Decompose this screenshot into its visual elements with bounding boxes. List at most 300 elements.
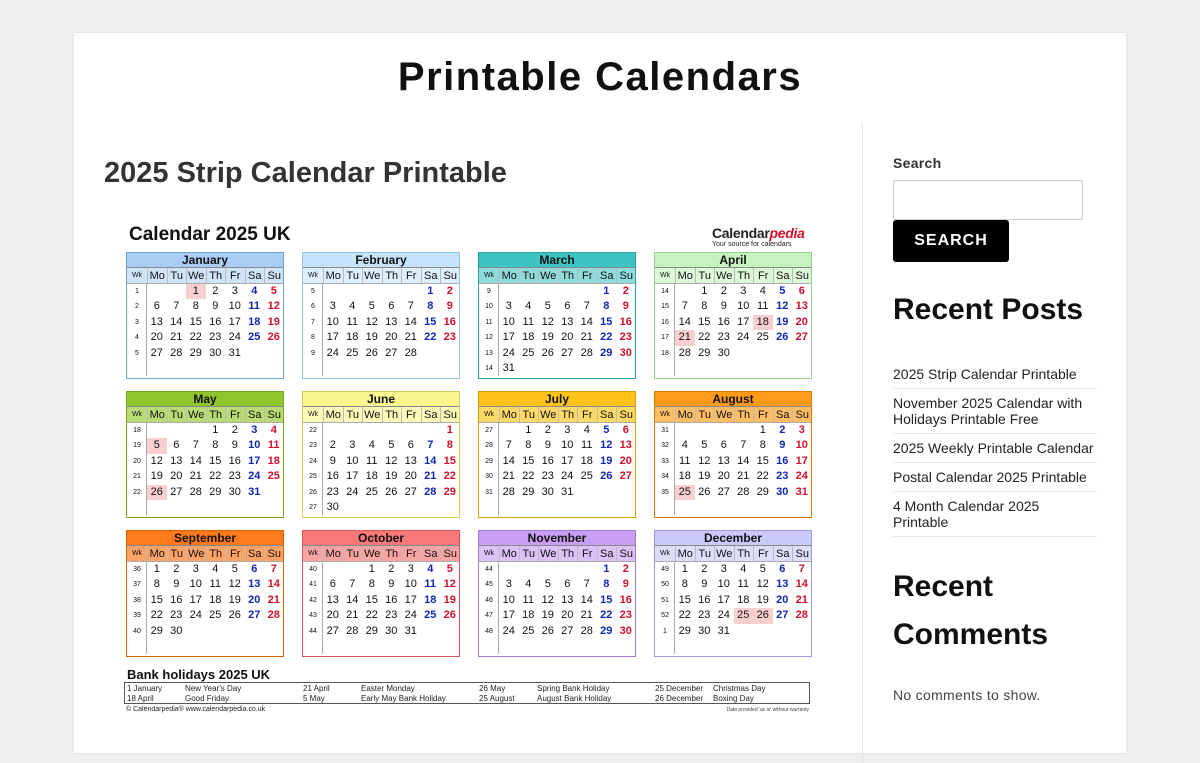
day-cell: 27 [776,609,789,622]
weekday-label: Su [792,546,812,561]
weekday-label: Sa [421,268,441,283]
weekday-header [655,407,811,423]
day-cell: 6 [407,439,414,452]
recent-post-link[interactable]: Postal Calendar 2025 Printable [893,463,1097,492]
day-cell: 15 [365,593,378,606]
week-number: 6 [311,303,315,311]
day-cell: 8 [192,300,199,313]
page-container [74,33,1126,753]
day-cell: 13 [561,593,574,606]
bank-holiday-name: Christmas Day [713,684,766,693]
day-cell: 16 [619,593,632,606]
day-cell: 1 [681,563,688,575]
day-cell: 11 [522,315,534,328]
day-cell [343,500,363,515]
day-cell: 27 [795,331,808,344]
day-cell: 27 [404,485,417,498]
week-number: 40 [133,627,141,635]
day-cell: 3 [251,424,258,436]
weekday-label: Fr [577,546,597,561]
day-cell: 5 [231,563,238,575]
week-row [655,608,811,623]
day-cell: 7 [407,300,414,313]
bank-holiday-name: Spring Bank Holiday [537,684,610,693]
day-cell: 11 [248,300,261,313]
day-cell: 6 [564,300,571,313]
bank-holiday-date: 25 December [655,684,704,693]
day-cell [421,624,441,639]
day-grid [127,562,283,654]
day-cell: 20 [404,470,417,483]
week-row [479,330,635,345]
day-cell: 23 [698,609,711,622]
month-august [654,391,812,518]
week-row [479,624,635,639]
weekday-label: Tu [343,268,363,283]
weekday-label: Wk [131,411,143,418]
day-cell [499,562,519,577]
day-cell: 13 [561,315,574,328]
week-number: 38 [133,596,141,604]
day-cell: 1 [368,563,375,575]
week-number: 3 [135,318,139,326]
day-cell: 26 [147,485,167,500]
day-cell: 10 [502,315,515,328]
day-cell: 20 [561,331,574,344]
weekday-label: Fr [401,407,421,422]
day-cell: 24 [248,470,261,483]
day-cell: 3 [505,578,512,591]
week-row [479,423,635,438]
day-cell: 18 [580,454,593,467]
day-cell: 6 [153,300,160,313]
week-number: 14 [661,288,669,295]
weekday-label: Su [616,546,636,561]
week-number: 9 [311,349,315,357]
day-cell [382,284,402,299]
day-cell [577,361,597,376]
calendar-title: Calendar 2025 UK [129,224,291,245]
week-number: 33 [661,457,669,465]
day-cell: 4 [251,285,258,297]
day-cell: 8 [759,439,766,452]
day-cell: 21 [346,609,359,622]
day-cell: 17 [561,454,574,467]
day-cell: 6 [388,300,395,313]
weekday-label: We [362,407,382,422]
bank-holiday-name: Early May Bank Holiday [361,694,446,703]
month-name: July [479,392,635,407]
week-number: 48 [485,627,493,635]
week-row [127,562,283,577]
week-row [479,361,635,376]
day-cell: 14 [737,454,750,467]
day-cell: 7 [798,563,805,575]
week-number: 13 [485,349,493,357]
week-row [655,330,811,345]
day-cell: 23 [619,609,632,622]
day-cell: 22 [189,331,202,344]
month-name: October [303,531,459,546]
weekday-label: Tu [167,407,187,422]
day-cell: 1 [153,563,160,575]
day-cell: 8 [446,439,453,452]
day-cell: 11 [267,439,280,452]
day-cell: 9 [622,300,629,313]
day-cell [597,361,617,376]
day-cell: 7 [270,563,277,575]
week-number: 7 [311,318,315,326]
week-row [303,454,459,469]
day-cell: 26 [541,346,554,359]
week-number: 14 [485,364,493,372]
day-cell: 27 [561,624,574,637]
day-cell: 24 [189,609,202,622]
day-cell [538,562,558,577]
week-number: 29 [485,457,493,465]
week-row [479,593,635,608]
day-cell [147,423,167,438]
day-cell [714,423,734,438]
day-cell: 4 [525,300,532,313]
month-march [478,252,636,379]
day-cell: 16 [619,315,632,328]
weekday-label: Su [616,407,636,422]
weekday-label: Fr [753,268,773,283]
day-cell [440,624,460,639]
day-cell: 13 [170,454,183,467]
weekday-label: Tu [167,268,187,283]
day-cell: 23 [619,331,632,344]
day-grid [479,284,635,376]
day-cell: 9 [544,439,551,452]
weekday-label: Tu [343,407,363,422]
search-label: Search [893,155,942,171]
week-row [303,284,459,299]
week-row [479,284,635,299]
day-cell: 27 [150,346,163,359]
day-cell [167,284,187,299]
week-row [127,485,283,500]
weekday-label: We [714,407,734,422]
weekday-label: Th [206,546,226,561]
day-cell: 8 [603,578,610,591]
week-row [655,438,811,453]
weekday-label: Mo [147,546,167,561]
day-cell: 25 [756,331,769,344]
day-cell: 11 [424,578,437,591]
sidebar-divider [862,123,863,763]
week-number: 51 [661,596,669,604]
day-cell: 20 [717,470,730,483]
search-button[interactable]: SEARCH [893,220,1009,262]
day-cell: 22 [522,470,535,483]
day-cell: 21 [580,331,593,344]
weekday-label: Th [382,546,402,561]
day-cell [577,485,597,500]
bank-holiday-date: 26 May [479,684,506,693]
day-cell: 24 [502,346,515,359]
weekday-label: Th [558,407,578,422]
day-cell: 24 [795,470,808,483]
day-cell: 21 [424,470,437,483]
week-number: 40 [309,566,317,573]
day-cell: 17 [717,593,730,606]
day-cell: 7 [681,300,688,313]
weekday-label: Sa [773,407,793,422]
weekday-label: Mo [675,268,695,283]
week-number: 12 [485,334,493,342]
day-cell: 21 [737,470,750,483]
day-cell: 10 [228,300,241,313]
month-name: September [127,531,283,546]
day-cell: 7 [583,300,590,313]
weekday-label: Su [264,407,284,422]
day-cell [499,284,519,299]
day-cell: 31 [561,485,574,498]
weekday-label: We [186,546,206,561]
day-cell: 9 [622,578,629,591]
day-cell [362,284,382,299]
day-cell: 21 [795,593,808,606]
weekday-label: Sa [421,546,441,561]
day-cell: 11 [679,454,691,467]
weekday-label: Mo [499,268,519,283]
weekday-header [303,407,459,423]
weekday-label: Su [440,546,460,561]
week-row [479,299,635,314]
day-cell [186,423,206,438]
weekday-label: Sa [597,268,617,283]
week-row [479,438,635,453]
day-cell: 10 [346,454,359,467]
day-cell: 1 [446,424,453,436]
day-cell: 20 [776,593,789,606]
day-cell: 14 [580,593,593,606]
week-row [479,485,635,500]
day-cell: 23 [443,331,456,344]
weekday-label: Fr [225,268,245,283]
day-cell: 28 [737,485,750,498]
day-cell [519,361,539,376]
day-cell: 5 [603,424,610,436]
weekday-label: Th [206,407,226,422]
day-cell: 15 [600,315,613,328]
week-row [303,624,459,639]
day-cell: 26 [776,331,789,344]
day-cell: 18 [522,609,535,622]
recent-post-link[interactable]: 2025 Strip Calendar Printable [893,360,1097,389]
day-cell [773,346,793,361]
weekday-label: Wk [483,411,495,418]
calendarpedia-logo: Calendarpedia Your source for calendars [712,225,805,248]
week-number: 46 [485,596,493,604]
day-cell: 19 [385,470,398,483]
day-cell: 4 [427,563,434,575]
day-cell: 19 [365,331,378,344]
day-cell: 9 [231,439,238,452]
day-cell: 13 [795,300,808,313]
day-cell [225,624,245,639]
month-november [478,530,636,657]
day-cell [519,562,539,577]
day-cell: 26 [365,346,378,359]
day-cell: 30 [717,346,730,359]
calendar-image [123,221,813,721]
week-row [127,608,283,623]
day-cell: 19 [698,470,711,483]
day-grid [303,562,459,654]
day-cell: 30 [619,346,632,359]
week-row [127,593,283,608]
day-cell: 2 [388,563,395,575]
day-cell [421,346,441,361]
weekday-label: Tu [167,546,187,561]
day-cell [734,346,754,361]
month-name: May [127,392,283,407]
day-cell: 21 [404,331,417,344]
day-grid [655,562,811,654]
day-cell: 29 [443,485,456,498]
day-cell: 7 [349,578,356,591]
day-cell [499,423,519,438]
weekday-label: Fr [753,407,773,422]
day-cell: 21 [675,330,695,345]
day-cell [245,346,265,361]
weekday-label: Fr [225,407,245,422]
day-cell: 23 [228,470,241,483]
weekday-label: Tu [695,268,715,283]
day-cell: 27 [561,346,574,359]
day-cell: 24 [717,609,730,622]
week-number: 25 [309,473,317,481]
day-cell: 23 [385,609,398,622]
day-cell [558,284,578,299]
week-number: 32 [661,442,669,450]
bank-holiday-name: Easter Monday [361,684,415,693]
day-cell: 7 [192,439,199,452]
search-input[interactable] [893,180,1083,220]
weekday-label: We [714,268,734,283]
week-number: 44 [309,627,317,635]
day-cell [362,500,382,515]
day-cell: 9 [779,439,786,452]
day-cell: 27 [248,609,261,622]
day-cell: 2 [544,424,551,436]
day-cell: 12 [228,578,241,591]
weekday-header [303,268,459,284]
day-cell: 28 [424,485,437,498]
week-row [127,577,283,592]
day-cell: 5 [544,578,551,591]
day-cell: 18 [267,454,280,467]
recent-post-link[interactable]: 2025 Weekly Printable Calendar [893,434,1097,463]
bank-holiday-name: Boxing Day [713,694,754,703]
day-cell: 16 [385,593,398,606]
weekday-label: Wk [307,411,319,418]
week-row [479,577,635,592]
day-cell: 3 [192,563,199,575]
day-cell: 1 [212,424,219,436]
week-row [303,562,459,577]
recent-post-link[interactable]: November 2025 Calendar with Holidays Printable Free [893,389,1097,434]
day-cell: 10 [326,315,339,328]
day-cell: 21 [580,609,593,622]
week-row [303,593,459,608]
day-cell: 29 [209,485,222,498]
week-row [303,500,459,515]
week-row [655,315,811,330]
week-row [127,624,283,639]
day-cell: 9 [329,454,336,467]
day-cell: 4 [583,424,590,436]
week-row [303,346,459,361]
day-cell: 7 [583,578,590,591]
weekday-label: Mo [323,546,343,561]
weekday-label: Fr [225,546,245,561]
weekday-label: Mo [675,546,695,561]
week-number: 45 [485,581,493,589]
day-cell: 10 [189,578,202,591]
day-grid [127,423,283,515]
day-cell: 16 [326,470,339,483]
day-cell: 12 [756,578,769,591]
recent-post-link[interactable]: 4 Month Calendar 2025 Printable [893,492,1097,537]
day-cell: 6 [251,563,258,575]
day-cell: 22 [365,609,378,622]
day-cell: 21 [189,470,202,483]
day-cell: 15 [443,454,456,467]
day-cell: 4 [270,424,277,436]
day-cell: 29 [365,624,378,637]
weekday-label: Sa [597,407,617,422]
day-cell: 24 [737,331,750,344]
month-october [302,530,460,657]
site-title[interactable]: Printable Calendars [397,55,803,99]
day-cell: 12 [443,578,456,591]
week-row [303,485,459,500]
day-cell: 5 [270,285,277,297]
week-number: 18 [661,349,669,357]
day-cell: 17 [326,331,339,344]
bank-holiday-date: 5 May [303,694,325,703]
week-number: 5 [311,288,315,295]
day-cell: 23 [326,485,339,498]
day-cell: 13 [150,315,163,328]
day-cell: 9 [173,578,180,591]
month-name: August [655,392,811,407]
day-cell: 24 [228,331,241,344]
day-cell [675,423,695,438]
day-cell [401,284,421,299]
day-cell: 6 [779,563,786,575]
day-cell: 25 [248,331,261,344]
day-cell: 29 [150,624,163,637]
week-number: 19 [133,442,141,450]
week-row [655,299,811,314]
day-cell: 12 [776,300,789,313]
day-cell [401,500,421,515]
weekday-label: Th [734,407,754,422]
week-number: 30 [485,473,493,481]
day-cell: 14 [795,578,808,591]
week-row [655,485,811,500]
day-cell: 26 [600,470,613,483]
day-cell: 21 [170,331,183,344]
week-row [479,562,635,577]
day-cell: 16 [228,454,241,467]
weekday-label: Fr [577,407,597,422]
